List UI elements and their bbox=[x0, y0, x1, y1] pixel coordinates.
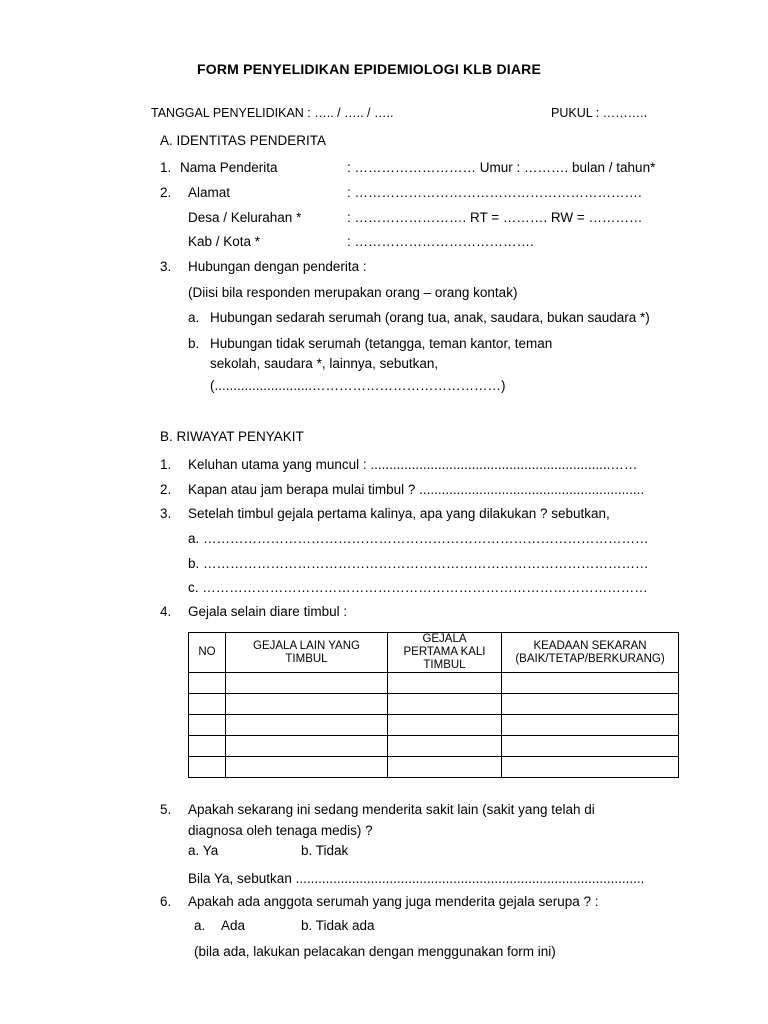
kab-field[interactable]: : …………………………………. bbox=[347, 234, 534, 249]
table-cell[interactable] bbox=[226, 736, 388, 757]
table-cell[interactable] bbox=[388, 757, 502, 778]
q5-question: Apakah sekarang ini sedang menderita sakit lain (sakit yang telah di bbox=[188, 802, 595, 817]
q3-answer-c[interactable]: c. ……………………………………………………………………………………… bbox=[188, 580, 648, 595]
hubungan-b-letter: b. bbox=[188, 336, 200, 351]
table-cell[interactable] bbox=[388, 736, 502, 757]
q3-question: Setelah timbul gejala pertama kalinya, apa yang dilakukan ? sebutkan, bbox=[188, 506, 610, 521]
hubungan-note: (Diisi bila responden merupakan orang – orang kontak) bbox=[188, 285, 518, 300]
table-cell[interactable] bbox=[502, 715, 679, 736]
table-cell[interactable] bbox=[226, 757, 388, 778]
alamat-field[interactable]: : ………………………………………………………. bbox=[347, 185, 642, 200]
col-gejala-label: GEJALA LAIN YANG TIMBUL bbox=[253, 639, 360, 665]
section-b-heading: B. RIWAYAT PENYAKIT bbox=[160, 429, 304, 444]
col-no-header: NO bbox=[189, 633, 226, 673]
hubungan-a-option[interactable]: Hubungan sedarah serumah (orang tua, anak, saudara, bukan saudara *) bbox=[210, 310, 650, 325]
table-cell[interactable] bbox=[189, 736, 226, 757]
col-gejala-header bbox=[226, 633, 388, 673]
hubungan-b-option[interactable]: Hubungan tidak serumah (tetangga, teman kantor, teman bbox=[210, 336, 553, 351]
q4-question: Gejala selain diare timbul : bbox=[188, 604, 348, 619]
q6-question: Apakah ada anggota serumah yang juga menderita gejala serupa ? : bbox=[188, 894, 599, 909]
gejala-table bbox=[188, 632, 679, 778]
table-cell[interactable] bbox=[388, 694, 502, 715]
q5-number: 5. bbox=[160, 802, 172, 817]
q6-note: (bila ada, lakukan pelacakan dengan menggunakan form ini) bbox=[194, 944, 556, 959]
desa-label: Desa / Kelurahan * bbox=[188, 210, 302, 225]
q5-question-line2: diagnosa oleh tenaga medis) ? bbox=[188, 823, 373, 838]
table-cell[interactable] bbox=[226, 673, 388, 694]
q3-answer-a[interactable]: a. ……………………………………………………………………………………… bbox=[188, 531, 649, 546]
col-keadaan-options: (BAIK/TETAP/BERKURANG) bbox=[515, 652, 665, 665]
table-header-row bbox=[189, 633, 679, 673]
table-row bbox=[189, 757, 679, 778]
q6-option-ada[interactable]: Ada bbox=[221, 918, 246, 933]
table-cell[interactable] bbox=[502, 757, 679, 778]
mulai-timbul-field[interactable]: Kapan atau jam berapa mulai timbul ? ............................................................ bbox=[188, 482, 645, 497]
form-title: FORM PENYELIDIKAN EPIDEMIOLOGI KLB DIARE bbox=[197, 61, 542, 77]
table-cell[interactable] bbox=[189, 715, 226, 736]
table-cell[interactable] bbox=[502, 736, 679, 757]
q2-number: 2. bbox=[160, 482, 172, 497]
q6-number: 6. bbox=[160, 894, 172, 909]
nama-label: Nama Penderita bbox=[180, 160, 278, 175]
table-cell[interactable] bbox=[502, 673, 679, 694]
hubungan-b-line2: sekolah, saudara *, lainnya, sebutkan, bbox=[210, 356, 439, 371]
q5-option-ya[interactable]: a. Ya bbox=[188, 843, 219, 858]
table-cell[interactable] bbox=[189, 673, 226, 694]
table-row bbox=[189, 715, 679, 736]
table-row bbox=[189, 673, 679, 694]
kab-label: Kab / Kota * bbox=[188, 234, 261, 249]
table-cell[interactable] bbox=[388, 715, 502, 736]
alamat-label: Alamat bbox=[188, 185, 231, 200]
hubungan-label: Hubungan dengan penderita : bbox=[188, 259, 367, 274]
table-cell[interactable] bbox=[189, 694, 226, 715]
table-cell[interactable] bbox=[189, 757, 226, 778]
table-cell[interactable] bbox=[226, 694, 388, 715]
q6-a-letter: a. bbox=[194, 918, 206, 933]
tanggal-penyelidikan: TANGGAL PENYELIDIKAN : ….. / ….. / ….. bbox=[151, 106, 394, 120]
pukul: PUKUL : ……….. bbox=[551, 106, 648, 120]
col-keadaan-header bbox=[502, 633, 679, 673]
hubungan-number: 3. bbox=[160, 259, 172, 274]
col-pertama-label: GEJALA PERTAMA KALI TIMBUL bbox=[403, 633, 486, 671]
table-cell[interactable] bbox=[226, 715, 388, 736]
section-a-heading: A. IDENTITAS PENDERITA bbox=[160, 133, 327, 148]
hubungan-b-field[interactable]: (..........................……………………………………) bbox=[210, 378, 506, 393]
table-row bbox=[189, 736, 679, 757]
q3-answer-b[interactable]: b. ……………………………………………………………………………………… bbox=[188, 556, 649, 571]
table-cell[interactable] bbox=[502, 694, 679, 715]
alamat-number: 2. bbox=[160, 185, 172, 200]
q5-option-tidak[interactable]: b. Tidak bbox=[301, 843, 349, 858]
q3-number: 3. bbox=[160, 506, 172, 521]
q4-number: 4. bbox=[160, 604, 172, 619]
col-keadaan-label: KEADAAN SEKARAN bbox=[533, 639, 647, 652]
q5-bila-ya-field[interactable]: Bila Ya, sebutkan ............................................................................................. bbox=[188, 871, 645, 886]
keluhan-utama-field[interactable]: Keluhan utama yang muncul : ................................................................…… bbox=[188, 457, 638, 472]
table-row bbox=[189, 694, 679, 715]
q6-option-tidak-ada[interactable]: b. Tidak ada bbox=[301, 918, 375, 933]
nama-number: 1. bbox=[160, 160, 172, 175]
table-cell[interactable] bbox=[388, 673, 502, 694]
hubungan-a-letter: a. bbox=[188, 310, 200, 325]
q1-number: 1. bbox=[160, 457, 172, 472]
nama-field[interactable]: : ……………………… Umur : ………. bulan / tahun* bbox=[347, 160, 656, 175]
desa-field[interactable]: : ……………………. RT = ………. RW = ………… bbox=[347, 210, 643, 225]
col-pertama-header bbox=[388, 633, 502, 673]
